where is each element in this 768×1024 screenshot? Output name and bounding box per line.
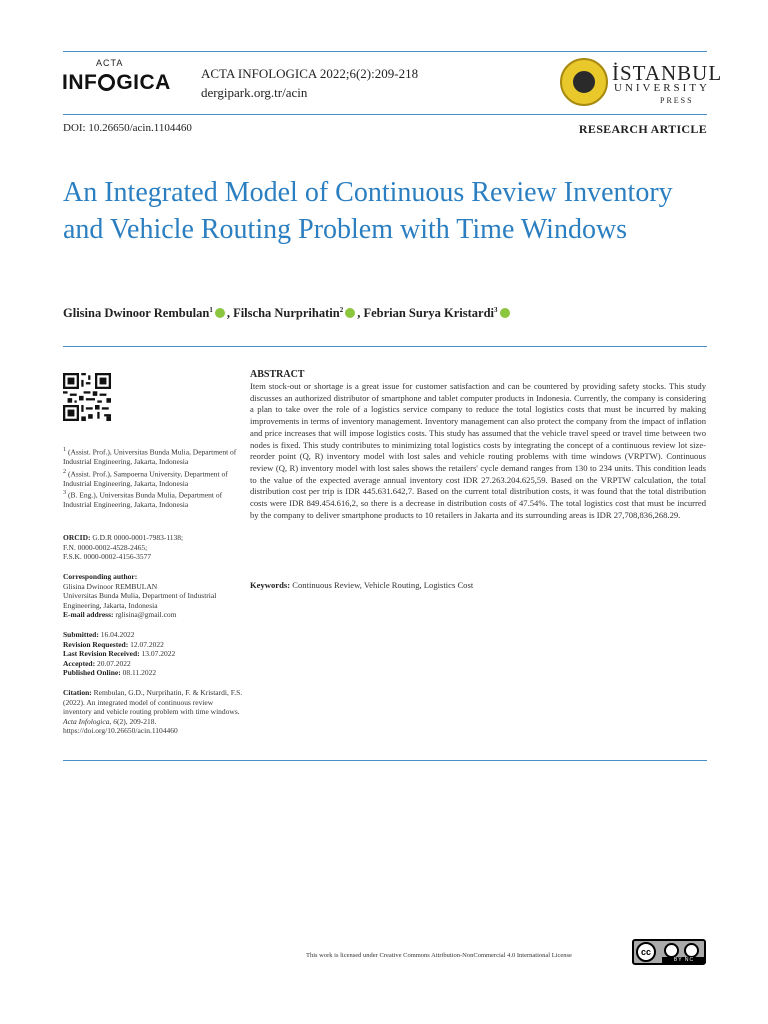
university-name: İSTANBUL bbox=[612, 61, 723, 85]
license-text: This work is licensed under Creative Commons Attribution-NonCommercial 4.0 International License bbox=[306, 952, 572, 959]
university-press: PRESS bbox=[660, 96, 694, 105]
author-list: Glisina Dwinoor Rembulan$^1$ , Filscha Nurprihatin$^2$ , Febrian Surya Kristardi$^3$ bbox=[63, 306, 512, 321]
author-name: Febrian Surya Kristardi bbox=[363, 306, 495, 321]
university-seal-icon bbox=[560, 58, 608, 106]
author-name: Filscha Nurprihatin bbox=[233, 306, 340, 321]
affiliation: $^3$ (B. Eng.), Universitas Bunda Mulia, Department of Industrial Engineering, Jakarta, Indonesia bbox=[63, 489, 223, 509]
acta-infologica-logo bbox=[62, 58, 180, 102]
header-rule bbox=[63, 114, 707, 115]
orcid-icon[interactable] bbox=[215, 308, 225, 318]
orcid-block: ORCID: G.D.R 0000-0001-7983-1138; F.N. 0000-0002-4528-2465; F.S.K. 0000-0002-4156-3577 bbox=[63, 533, 184, 561]
affiliation: $^1$ (Assist. Prof.), Universitas Bunda Mulia, Department of Industrial Engineering, Jakarta, Indonesia bbox=[63, 446, 237, 466]
affiliations bbox=[63, 445, 243, 510]
doi[interactable]: DOI: 10.26650/acin.1104460 bbox=[63, 122, 192, 134]
article-type: RESEARCH ARTICLE bbox=[578, 122, 707, 136]
logo-big-text: INF GICA bbox=[62, 71, 171, 94]
journal-citation-line: ACTA INFOLOGICA 2022;6(2):209-218 bbox=[201, 66, 419, 81]
affiliation: $^2$ (Assist. Prof.), Sampoerna University, Department of Industrial Engineering, Jakarta, Indonesia bbox=[63, 467, 228, 488]
abstract-heading: ABSTRACT bbox=[250, 369, 305, 380]
orcid-icon[interactable] bbox=[500, 308, 510, 318]
citation-block: Citation: Rembulan, G.D., Nurprihatin, F. & Kristardi, F.S. (2022). An integrated model of continuous review inventory and vehicle routing problem with time windows. Acta Infologica, 6(2), 209-218. https://doi.org/10.26650/acin.1104460 bbox=[63, 688, 243, 735]
abstract-bottom-rule bbox=[63, 760, 707, 761]
corresponding-author: Corresponding author: Glisina Dwinoor REMBULAN Universitas Bunda Mulia, Department of Industrial Engineering, Jakarta, Indonesia E-mail address: rglisina@gmail.com bbox=[63, 572, 217, 619]
journal-url[interactable]: dergipark.org.tr/acin bbox=[201, 85, 308, 100]
keywords: Keywords: Continuous Review, Vehicle Routing, Logistics Cost bbox=[250, 580, 474, 590]
authors-rule bbox=[63, 346, 707, 347]
orcid-icon[interactable] bbox=[345, 308, 355, 318]
university-subtitle: UNIVERSITY bbox=[614, 82, 710, 94]
author-name: Glisina Dwinoor Rembulan bbox=[63, 306, 210, 321]
logo-small-text: ACTA bbox=[96, 58, 124, 68]
dates-block: Submitted: 16.04.2022 Revision Requested: 12.07.2022 Last Revision Received: 13.07.2022 Accepted: 20.07.2022 Published Online: 08.11.2022 bbox=[63, 630, 176, 677]
top-rule bbox=[63, 51, 707, 52]
qr-code-icon bbox=[63, 373, 111, 421]
page-title: An Integrated Model of Continuous Review Inventory and Vehicle Routing Problem with Time Windows bbox=[63, 177, 673, 245]
abstract-body: Item stock-out or shortage is a great issue for customer satisfaction and can be countered by providing safety stocks. This study discusses an authorized distributor of smartphone and tablet computer products in Indonesia. Currently, the company is considering a plan to take over the role of a logistics service company to reduce the total logistics costs that must be incurred by making improvements in terms of inventory management. Inventory management can also protect the company from the impact of inflation and price increases that will impose logistics costs. This study has assumed that the vehicle travel speed or travel time between two nodes is fixed. This study contributes to minimizing total logistics costs by integrating the concept of a continuous review lot size-reorder point (Q, R) inventory model with lost sales and vehicle routing problems with time windows (VRPTW). Continuous review (Q, R) inventory model with lost sales shows the retailers' cycle demand ranges from 130 to 234 units. This condition leads to the value of the expected average annual inventory cost IDR 27.263.204.625,59. Based on the VRPTW calculation, the total distribution cost per trip is IDR 445.631.642,7. Based on the current total distribution costs, it was found that the total distribution costs were IDR 849.454.616,2, so there is a decrease in distribution costs of 47.54%. The total logistics cost that must be incurred by the company to deliver smartphone products to 10 retailers in Jakarta and its surrounding areas is IDR 27,708,836,268.29. bbox=[250, 381, 706, 520]
creative-commons-badge-icon[interactable]: cc BY NC bbox=[632, 939, 706, 965]
email-link[interactable]: rglisina@gmail.com bbox=[115, 610, 177, 619]
citation-doi-link[interactable]: https://doi.org/10.26650/acin.1104460 bbox=[63, 726, 178, 735]
